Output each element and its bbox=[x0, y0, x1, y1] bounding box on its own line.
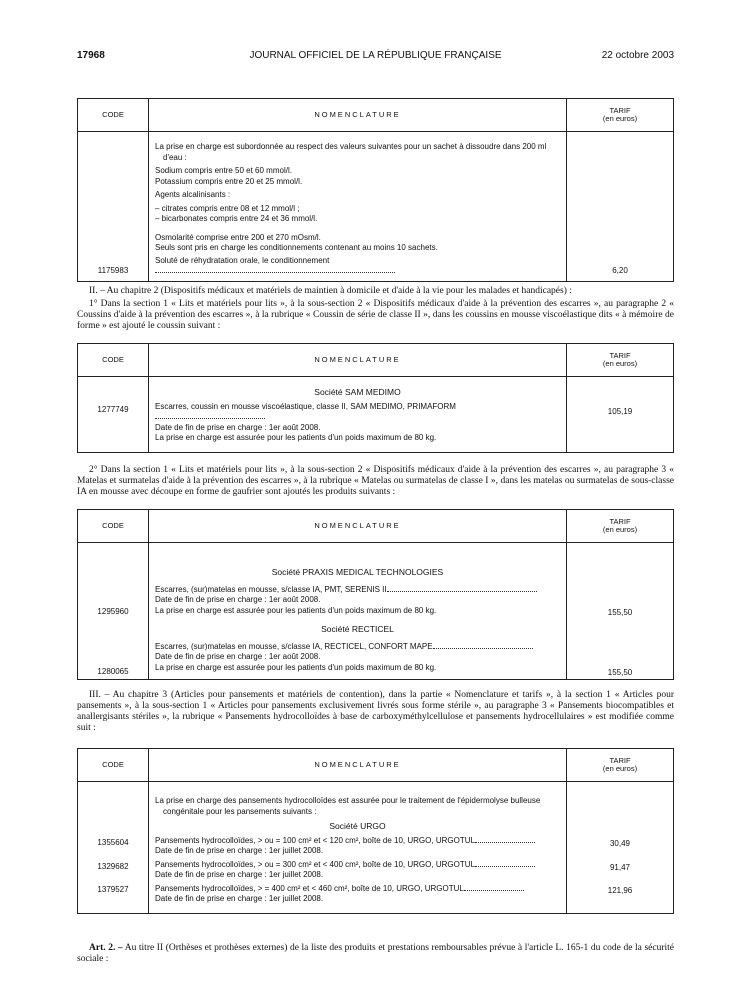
product-label: Escarres, (sur)matelas en mousse, s/classe IA, RECTICEL, CONFORT MAPE bbox=[155, 641, 433, 651]
text-line: Date de fin de prise en charge : 1er juillet 2008. bbox=[155, 846, 324, 855]
paragraph-4: III. – Au chapitre 3 (Articles pour pansements et matériels de contention), dans la partie « Nomenclature et tarifs », à la section 1 « Articles pour pansements », à la sous-section 1 « Articles pour pansements exclusivement livrés sous forme stérile », au paragraphe 3 « Pansements biocompatibles et anallergisants stériles », la rubrique « Pansements hydrocolloïdes à base de carboxyméthylcellulose et pansements hydrocellulaires » est modifiée comme suit : bbox=[77, 690, 674, 733]
product-price: 155,50 bbox=[607, 667, 633, 677]
product-code: 1329682 bbox=[97, 861, 129, 871]
text-line: La prise en charge est subordonnée au respect des valeurs suivantes pour un sachet à dissoudre dans 200 ml bbox=[155, 142, 547, 151]
product-description bbox=[149, 543, 567, 680]
text-line: La prise en charge est assurée pour les patients d'un poids maximum de 80 kg. bbox=[155, 662, 437, 672]
table-header-row bbox=[78, 510, 674, 543]
text-line: Potassium compris entre 20 et 25 mmol/l. bbox=[155, 176, 303, 186]
code-header: CODE bbox=[78, 99, 149, 132]
text-line: La prise en charge des pansements hydrocolloïdes est assurée pour le traitement de l'épidermolyse bulleuse bbox=[155, 796, 541, 805]
product-label: Escarres, (sur)matelas en mousse, s/classe IA, PMT, SERENIS II bbox=[155, 584, 387, 594]
text-line: Sodium compris entre 50 et 60 mmol/l. bbox=[155, 166, 292, 175]
text-line: – citrates compris entre 08 et 12 mmol/l ; bbox=[155, 203, 300, 213]
text-line: La prise en charge est assurée pour les patients d'un poids maximum de 80 kg. bbox=[155, 433, 437, 442]
company-name: Société PRAXIS MEDICAL TECHNOLOGIES bbox=[271, 567, 444, 577]
company-name: Société SAM MEDIMO bbox=[314, 387, 401, 397]
company-name: Société URGO bbox=[329, 821, 386, 831]
text-line: Agents alcalinisants : bbox=[155, 190, 231, 199]
code-cell bbox=[78, 543, 149, 680]
product-code: 1355604 bbox=[97, 838, 129, 847]
text-line: Seuls sont pris en charge les conditionnements contenant au moins 10 sachets. bbox=[155, 243, 438, 252]
text-line: Date de fin de prise en charge : 1er août 2008. bbox=[155, 595, 321, 604]
paragraph-2: 1° Dans la section 1 « Lits et matériels pour lits », à la sous-section 2 « Dispositifs médicaux d'aide à la prévention des escarres », au paragraphe 2 « Coussins d'aide à la prévention des escarres », à la rubrique « Coussin de série de classe II », dans les coussins en mousse viscoélastique dits « à mémoire de forme » est ajouté le coussin suivant : bbox=[77, 299, 674, 331]
product-code: 1295960 bbox=[97, 607, 129, 616]
product-label: Pansements hydrocolloïdes, > ou = 100 cm² et < 120 cm², boîte de 10, URGO, URGOTUL bbox=[155, 835, 475, 845]
table-row bbox=[78, 543, 674, 680]
table-row bbox=[78, 377, 674, 453]
product-price: 30,49 bbox=[609, 839, 631, 848]
product-price: 91,47 bbox=[609, 862, 631, 872]
table-row bbox=[78, 132, 674, 282]
nomenclature-table-3 bbox=[77, 509, 674, 680]
product-price: 105,19 bbox=[567, 377, 674, 453]
nomenclature-header: NOMENCLATURE bbox=[149, 749, 567, 782]
text-line: Date de fin de prise en charge : 1er juillet 2008. bbox=[155, 894, 324, 903]
code-cell bbox=[78, 782, 149, 914]
text-line: d'eau : bbox=[163, 152, 187, 162]
paragraph-1: II. – Au chapitre 2 (Dispositifs médicaux et matériels de maintien à domicile et d'aide à la vie pour les malades et handicapés) : 1° Dans la section 1 « Lits et matériels pour lits », à la sous-section 2 « Dispositifs médicaux d'aide à la prévention des escarres », au paragraphe 2 « Coussins d'aide à la prévention des escarres », à la rubrique « Coussin de série de classe II », dans les coussins en mousse viscoélastique dits « à mémoire de forme » est ajouté le coussin suivant : bbox=[77, 286, 674, 331]
code-header: CODE bbox=[78, 749, 149, 782]
text-line: congénitale pour les pansements suivants : bbox=[163, 806, 317, 816]
nomenclature-table-2 bbox=[77, 343, 674, 453]
text-line: Date de fin de prise en charge : 1er août 2008. bbox=[155, 422, 321, 432]
nomenclature-header: NOMENCLATURE bbox=[149, 344, 567, 377]
price-cell bbox=[567, 543, 674, 680]
nomenclature-header: NOMENCLATURE bbox=[149, 99, 567, 132]
product-description bbox=[149, 132, 567, 282]
tarif-header: TARIF (en euros) bbox=[567, 749, 674, 782]
page-number: 17968 bbox=[77, 50, 105, 61]
paragraph-5 bbox=[77, 943, 674, 967]
product-code: 1379527 bbox=[97, 885, 129, 894]
tarif-header: TARIF (en euros) bbox=[567, 99, 674, 132]
product-price: 155,50 bbox=[607, 608, 633, 617]
product-code: 1277749 bbox=[78, 377, 149, 453]
price-cell bbox=[567, 782, 674, 914]
tarif-header: TARIF (en euros) bbox=[567, 344, 674, 377]
text-line: Date de fin de prise en charge : 1er août 2008. bbox=[155, 652, 321, 661]
table-header-row bbox=[78, 344, 674, 377]
product-label: Pansements hydrocolloïdes, > ou = 300 cm² et < 400 cm², boîte de 10, URGO, URGOTUL bbox=[155, 859, 475, 869]
product-price: 6,20 bbox=[567, 132, 674, 282]
nomenclature-table-4 bbox=[77, 748, 674, 914]
paragraph-3: 2° Dans la section 1 « Lits et matériels pour lits », à la sous-section 2 « Dispositifs médicaux d'aide à la prévention des escarres », au paragraphe 3 « Matelas et surmatelas d'aide à la prévention des escarres », à la rubrique « Matelas ou surmatelas de classe I », dans les matelas ou surmatelas de sous-classe IA en mousse avec découpe en forme de gaufrier sont ajoutés les produits suivants : bbox=[77, 465, 674, 497]
product-label: Escarres, coussin en mousse viscoélastique, classe II, SAM MEDIMO, PRIMAFORM bbox=[155, 401, 456, 411]
code-header: CODE bbox=[78, 344, 149, 377]
nomenclature-header: NOMENCLATURE bbox=[149, 510, 567, 543]
article-label: Art. 2. – bbox=[89, 943, 123, 953]
publication-date: 22 octobre 2003 bbox=[601, 50, 674, 61]
table-row bbox=[78, 782, 674, 914]
product-code: 1175983 bbox=[78, 132, 149, 282]
product-label: Pansements hydrocolloïdes, > = 400 cm² et < 460 cm², boîte de 10, URGO, URGOTUL bbox=[155, 883, 464, 893]
product-code: 1280065 bbox=[97, 666, 129, 676]
text-line: Date de fin de prise en charge : 1er juillet 2008. bbox=[155, 870, 324, 879]
article-text: Au titre II (Orthèses et prothèses externes) de la liste des produits et prestations remboursables prévue à l'article L. 165-1 du code de la sécurité sociale : bbox=[77, 943, 674, 964]
product-description bbox=[149, 782, 567, 914]
nomenclature-table-1 bbox=[77, 98, 674, 282]
page-header bbox=[77, 44, 674, 64]
product-price: 121,96 bbox=[607, 886, 633, 895]
code-header: CODE bbox=[78, 510, 149, 543]
table-header-row bbox=[78, 749, 674, 782]
journal-title: JOURNAL OFFICIEL DE LA RÉPUBLIQUE FRANÇAISE bbox=[249, 50, 502, 61]
company-name: Société RECTICEL bbox=[321, 624, 394, 634]
text-line: – bicarbonates compris entre 24 et 36 mmol/l. bbox=[155, 214, 318, 223]
product-label: Soluté de réhydratation orale, le conditionnement bbox=[155, 255, 330, 265]
text-line: La prise en charge est assurée pour les patients d'un poids maximum de 80 kg. bbox=[155, 605, 437, 615]
product-description bbox=[149, 377, 567, 453]
text-line: Osmolarité comprise entre 200 et 270 mOsm/l. bbox=[155, 232, 321, 242]
tarif-header: TARIF (en euros) bbox=[567, 510, 674, 543]
table-header-row bbox=[78, 99, 674, 132]
